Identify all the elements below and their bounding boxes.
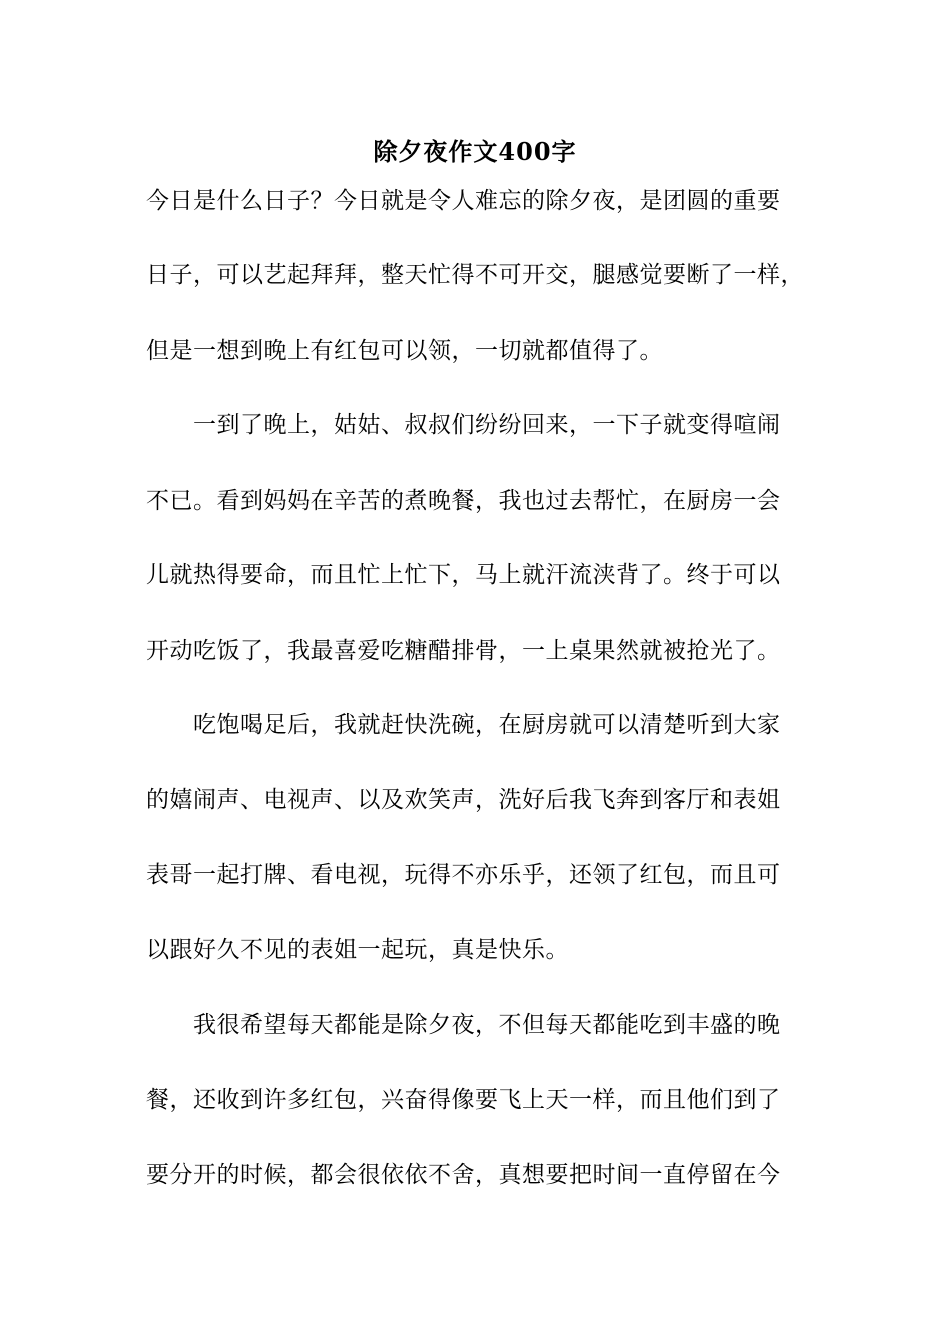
text-line-4: 一到了晚上，姑姑、叔叔们纷纷回来，一下子就变得喧闹 [146, 412, 781, 438]
text-line-13: 餐，还收到许多红包，兴奋得像要飞上天一样，而且他们到了 [146, 1087, 781, 1113]
text-line-11: 以跟好久不见的表姐一起玩，真是快乐。 [146, 937, 569, 963]
text-line-7: 开动吃饭了，我最喜爱吃糖醋排骨，一上桌果然就被抢光了。 [146, 638, 781, 664]
text-line-3: 但是一想到晚上有红包可以领，一切就都值得了。 [146, 338, 663, 364]
page-title: 除夕夜作文400字 [373, 137, 577, 166]
text-line-6: 儿就热得要命，而且忙上忙下，马上就汗流浃背了。终于可以 [146, 562, 781, 588]
text-line-12: 我很希望每天都能是除夕夜，不但每天都能吃到丰盛的晚 [146, 1012, 781, 1038]
text-line-5: 不已。看到妈妈在辛苦的煮晚餐，我也过去帮忙，在厨房一会 [146, 488, 781, 514]
text-line-8: 吃饱喝足后，我就赶快洗碗，在厨房就可以清楚听到大家 [146, 712, 781, 738]
text-line-2: 日子，可以艺起拜拜，整天忙得不可开交，腿感觉要断了一样， [146, 262, 804, 288]
text-line-9: 的嬉闹声、电视声、以及欢笑声，洗好后我飞奔到客厅和表姐 [146, 787, 781, 813]
text-line-14: 要分开的时候，都会很依依不舍，真想要把时间一直停留在今 [146, 1162, 781, 1188]
text-line-1: 今日是什么日子？今日就是令人难忘的除夕夜，是团圆的重要 [146, 188, 781, 214]
text-line-10: 表哥一起打牌、看电视，玩得不亦乐乎，还领了红包，而且可 [146, 862, 781, 888]
